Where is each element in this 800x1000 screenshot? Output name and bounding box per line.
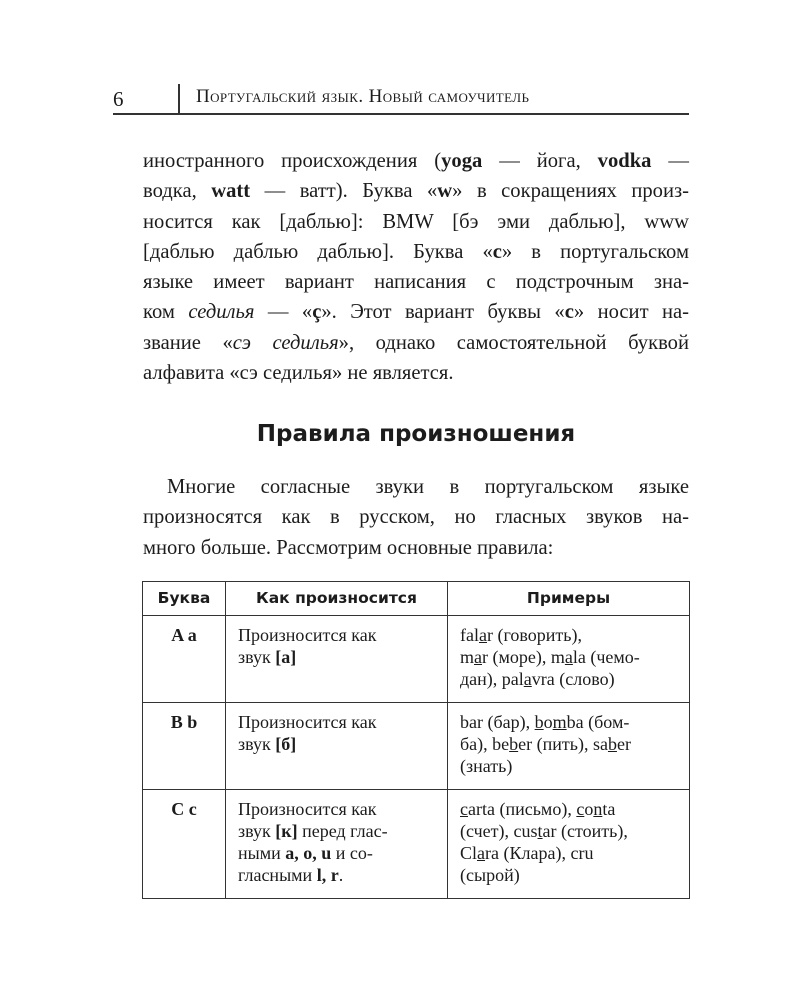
letter-cell: B b bbox=[143, 703, 226, 790]
underlined-letter: c bbox=[460, 799, 468, 819]
cell-line: Произносится как bbox=[238, 799, 377, 819]
pronunciation-table bbox=[142, 581, 690, 899]
examples-cell bbox=[448, 616, 690, 703]
bold-text: [к] bbox=[275, 821, 298, 841]
cell-line: Clara (Клара), cru bbox=[460, 843, 594, 863]
underlined-letter: b bbox=[607, 734, 617, 754]
text-line: много больше. Рассмотрим основные правила: bbox=[143, 536, 554, 559]
bold-text: [а] bbox=[275, 647, 297, 667]
header-letter: Буква bbox=[143, 582, 226, 616]
cell-line: falar (говорить), bbox=[460, 625, 582, 645]
bold-text: watt bbox=[211, 180, 251, 203]
section-title: Правила произношения bbox=[256, 421, 576, 447]
cell-line: Произносится как bbox=[238, 625, 377, 645]
text-line: звание «сэ седилья», однако самостоятельной буквой bbox=[143, 331, 689, 354]
underlined-letter: a bbox=[523, 669, 532, 689]
bold-text: c bbox=[492, 240, 502, 263]
header-rule bbox=[113, 113, 689, 115]
cell-line: (знать) bbox=[460, 756, 513, 776]
underlined-letter: a bbox=[478, 625, 487, 645]
pronunciation-cell bbox=[226, 703, 448, 790]
text-line: алфавита «сэ седилья» не является. bbox=[143, 362, 454, 385]
underlined-letter: m bbox=[552, 712, 567, 732]
cell-line: дан), palavra (слово) bbox=[460, 669, 615, 689]
text-line: ком седилья — «ç». Этот вариант буквы «c» носит на- bbox=[143, 301, 690, 324]
examples-cell bbox=[448, 703, 690, 790]
text-line: водка, watt — ватт). Буква «w» в сокращениях произ- bbox=[143, 180, 689, 203]
text-line: произносятся как в русском, но гласных звуков на- bbox=[143, 506, 689, 529]
bold-text: c bbox=[564, 301, 574, 324]
examples-cell bbox=[448, 790, 690, 899]
cell-line: ба), beber (пить), saber bbox=[460, 734, 631, 754]
cell-line: звук [к] перед глас- bbox=[238, 821, 388, 841]
table-row bbox=[143, 790, 690, 899]
section-paragraph bbox=[143, 472, 689, 563]
pronunciation-cell bbox=[226, 790, 448, 899]
table-row bbox=[143, 616, 690, 703]
text-line: языке имеет вариант написания с подстрочным зна- bbox=[143, 271, 689, 294]
underlined-letter: b bbox=[534, 712, 544, 732]
italic-text: сэ седилья bbox=[232, 331, 339, 354]
cell-line: гласными l, r. bbox=[238, 865, 344, 885]
running-title: Португальский язык. Новый самоучитель bbox=[196, 86, 530, 107]
bold-text: l, r bbox=[316, 865, 339, 885]
cell-line: звук [а] bbox=[238, 647, 297, 667]
table-row bbox=[143, 703, 690, 790]
underlined-letter: a bbox=[474, 647, 483, 667]
cell-line: ными a, o, u и со- bbox=[238, 843, 373, 863]
bold-text: w bbox=[437, 180, 453, 203]
table-header-row bbox=[143, 582, 690, 616]
underlined-letter: b bbox=[509, 734, 519, 754]
header-pronunciation: Как произносится bbox=[226, 582, 448, 616]
cell-line: carta (письмо), conta bbox=[460, 799, 616, 819]
bold-text: vodka bbox=[597, 150, 652, 172]
cell-line: (счет), custar (стоить), bbox=[460, 821, 628, 841]
intro-paragraph bbox=[143, 146, 689, 388]
cell-line: (сырой) bbox=[460, 865, 520, 885]
underlined-letter: c bbox=[576, 799, 585, 819]
letter-cell: C c bbox=[143, 790, 226, 899]
header-separator bbox=[178, 84, 180, 114]
bold-text: ç bbox=[312, 301, 322, 324]
text-line: Многие согласные звуки в португальском языке bbox=[167, 476, 689, 498]
underlined-letter: t bbox=[537, 821, 543, 841]
text-line: носится как [даблью]: BMW [бэ эми даблью], www bbox=[143, 210, 689, 233]
text-line: [даблью даблью даблью]. Буква «c» в португальском bbox=[143, 240, 689, 263]
underlined-letter: a bbox=[564, 647, 573, 667]
cell-line: звук [б] bbox=[238, 734, 297, 754]
cell-line: bar (бар), bomba (бом- bbox=[460, 712, 630, 732]
page-number: 6 bbox=[113, 87, 124, 111]
underlined-letter: a bbox=[477, 843, 486, 863]
bold-text: a, o, u bbox=[285, 843, 332, 863]
cell-line: mar (море), mala (чемо- bbox=[460, 647, 640, 667]
cell-line: Произносится как bbox=[238, 712, 377, 732]
bold-text: yoga bbox=[441, 150, 483, 172]
header-examples: Примеры bbox=[448, 582, 690, 616]
pronunciation-cell bbox=[226, 616, 448, 703]
bold-text: [б] bbox=[275, 734, 297, 754]
italic-text: седилья bbox=[188, 301, 255, 324]
text-line: иностранного происхождения (yoga — йога, vodka — bbox=[143, 150, 689, 172]
letter-cell: A a bbox=[143, 616, 226, 703]
underlined-letter: n bbox=[593, 799, 603, 819]
